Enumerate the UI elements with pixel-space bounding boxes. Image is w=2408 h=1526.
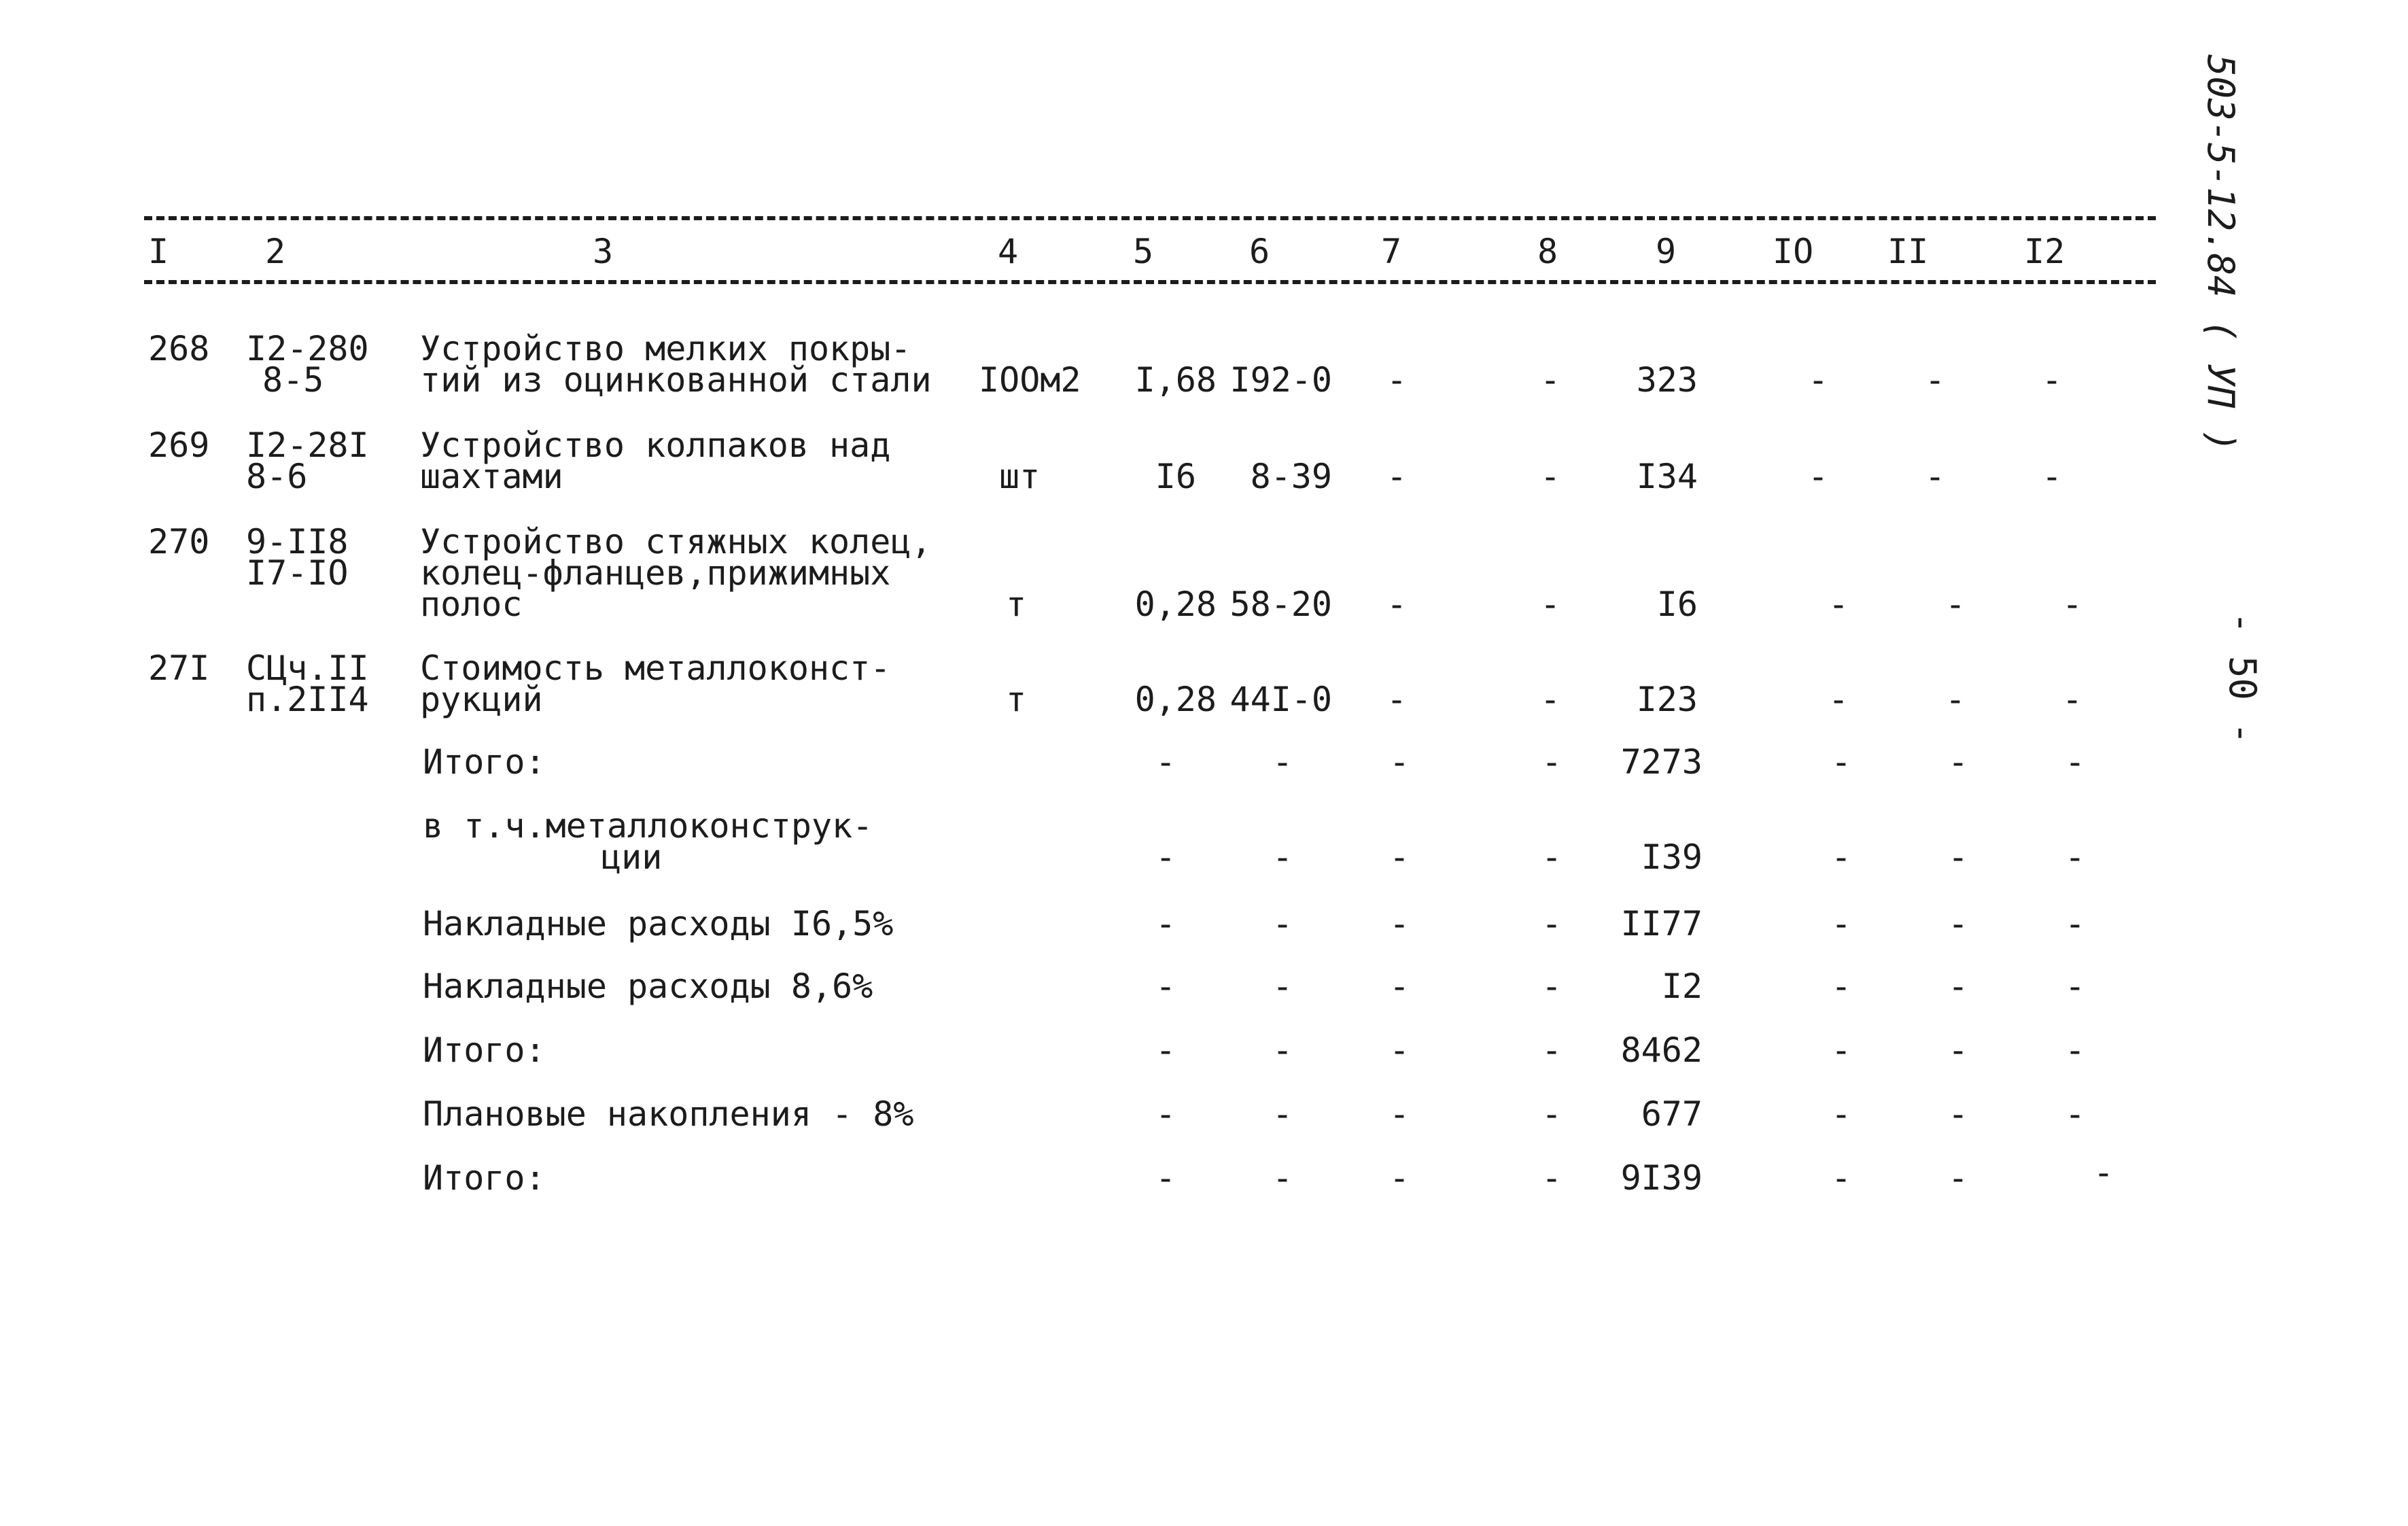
col-9-value: I2 (1661, 967, 1703, 1006)
col-9-value: 677 (1641, 1094, 1703, 1134)
work-description-line2: тий из оцинкованной стали (420, 360, 932, 400)
col-11-value: - (1948, 837, 1969, 877)
quantity: 0,28 (1134, 680, 1217, 719)
work-description: Устройство мелких покры- (420, 329, 911, 368)
col-10-value: - (1828, 585, 1849, 624)
col-6-value: - (1272, 1094, 1293, 1134)
col-8-value: - (1540, 457, 1561, 496)
col-10-value: - (1831, 742, 1852, 782)
col-12-value: - (2062, 585, 2083, 624)
col-header-11: II (1887, 232, 1929, 271)
unit-price: 44I-0 (1229, 680, 1332, 719)
col-7-value: - (1389, 1094, 1410, 1134)
norm-code-sub: 8-5 (262, 360, 324, 400)
work-description-line2: рукций (420, 680, 543, 719)
col-6-value: - (1272, 1030, 1293, 1070)
col-6-value: - (1272, 837, 1293, 877)
col-10-value: - (1831, 1158, 1852, 1198)
col-9-value: I23 (1636, 680, 1698, 719)
summary-label: Плановые накопления - 8% (423, 1094, 914, 1134)
row-number: 268 (148, 329, 210, 368)
col-11-value: - (1948, 1094, 1969, 1134)
col-7-value: - (1389, 1158, 1410, 1198)
norm-code: I2-28I (246, 426, 369, 465)
col-8-value: - (1541, 904, 1563, 943)
header-top-rule (144, 216, 2156, 220)
col-8-value: - (1540, 680, 1561, 719)
work-description: Устройство колпаков над (420, 426, 891, 465)
document-code: 503-5-12.84 ( УП ) (2199, 54, 2242, 453)
col-5-value: - (1155, 742, 1176, 782)
row-number: 269 (148, 426, 210, 465)
summary-label: Накладные расходы I6,5% (423, 904, 894, 943)
col-7-value: - (1389, 1030, 1410, 1070)
row-number: 27I (148, 648, 210, 688)
unit: т (1006, 680, 1027, 719)
col-11-value: - (1945, 585, 1966, 624)
col-12-value: - (2065, 742, 2086, 782)
summary-label: в т.ч.металлоконструк- (423, 806, 873, 846)
col-header-4: 4 (998, 232, 1019, 271)
col-11-value: - (1945, 680, 1966, 719)
unit-price: 58-20 (1229, 585, 1332, 624)
col-header-1: I (148, 232, 169, 271)
norm-code: СЦч.II (246, 648, 369, 688)
col-12-value: - (2093, 1153, 2114, 1192)
col-11-value: - (1948, 742, 1969, 782)
col-7-value: - (1389, 904, 1410, 943)
col-11-value: - (1948, 1030, 1969, 1070)
col-12-value: - (2065, 904, 2086, 943)
col-10-value: - (1808, 457, 1829, 496)
col-7-value: - (1386, 360, 1408, 400)
col-8-value: - (1541, 1094, 1563, 1134)
norm-code: 9-II8 (246, 522, 349, 561)
col-5-value: - (1155, 1030, 1176, 1070)
col-7-value: - (1386, 680, 1408, 719)
work-description-line2: колец-фланцев,прижимных (420, 553, 891, 593)
col-12-value: - (2065, 1030, 2086, 1070)
header-bottom-rule (144, 280, 2156, 284)
col-9-value: I39 (1641, 837, 1703, 877)
col-header-5: 5 (1133, 232, 1154, 271)
col-6-value: - (1272, 1158, 1293, 1198)
col-8-value: - (1541, 1030, 1563, 1070)
norm-code-sub: I7-IO (246, 553, 349, 593)
norm-code-sub: 8-6 (246, 457, 308, 496)
row-number: 270 (148, 522, 210, 561)
col-9-value: 323 (1636, 360, 1698, 400)
col-header-3: 3 (593, 232, 614, 271)
col-header-6: 6 (1249, 232, 1270, 271)
col-11-value: - (1948, 1158, 1969, 1198)
col-10-value: - (1831, 837, 1852, 877)
col-9-value: I34 (1636, 457, 1698, 496)
col-7-value: - (1386, 457, 1408, 496)
col-10-value: - (1808, 360, 1829, 400)
work-description-line2: шахтами (420, 457, 563, 496)
col-6-value: - (1272, 742, 1293, 782)
summary-label: Итого: (423, 1158, 546, 1198)
col-11-value: - (1925, 360, 1946, 400)
col-12-value: - (2062, 680, 2083, 719)
work-description: Устройство стяжных колец, (420, 522, 932, 561)
col-10-value: - (1831, 1094, 1852, 1134)
col-10-value: - (1831, 967, 1852, 1006)
col-header-7: 7 (1381, 232, 1402, 271)
unit-price: I92-0 (1229, 360, 1332, 400)
col-10-value: - (1831, 1030, 1852, 1070)
unit: т (1006, 585, 1027, 624)
summary-label: Итого: (423, 1030, 546, 1070)
work-description-line3: полос (420, 585, 523, 624)
col-7-value: - (1389, 742, 1410, 782)
col-9-value: 7273 (1620, 742, 1703, 782)
col-8-value: - (1540, 360, 1561, 400)
col-7-value: - (1389, 837, 1410, 877)
col-12-value: - (2042, 360, 2063, 400)
quantity: I6 (1155, 457, 1196, 496)
col-8-value: - (1541, 1158, 1563, 1198)
col-7-value: - (1386, 585, 1408, 624)
col-header-9: 9 (1656, 232, 1677, 271)
col-9-value: II77 (1620, 904, 1703, 943)
col-11-value: - (1948, 904, 1969, 943)
col-9-value: I6 (1656, 585, 1698, 624)
col-header-2: 2 (265, 232, 286, 271)
col-11-value: - (1948, 967, 1969, 1006)
col-8-value: - (1541, 837, 1563, 877)
col-12-value: - (2065, 1094, 2086, 1134)
unit-price: 8-39 (1250, 457, 1332, 496)
col-12-value: - (2065, 837, 2086, 877)
col-11-value: - (1925, 457, 1946, 496)
summary-label-line2: ции (601, 837, 663, 877)
col-9-value: 8462 (1620, 1030, 1703, 1070)
col-8-value: - (1541, 742, 1563, 782)
unit: шт (999, 457, 1041, 496)
col-5-value: - (1155, 1158, 1176, 1198)
col-5-value: - (1155, 904, 1176, 943)
summary-label: Накладные расходы 8,6% (423, 967, 873, 1006)
col-6-value: - (1272, 967, 1293, 1006)
col-5-value: - (1155, 837, 1176, 877)
quantity: I,68 (1134, 360, 1217, 400)
col-12-value: - (2065, 967, 2086, 1006)
col-header-10: IO (1773, 232, 1814, 271)
norm-code: I2-280 (246, 329, 369, 368)
col-10-value: - (1831, 904, 1852, 943)
col-9-value: 9I39 (1620, 1158, 1703, 1198)
col-12-value: - (2042, 457, 2063, 496)
col-6-value: - (1272, 904, 1293, 943)
col-10-value: - (1828, 680, 1849, 719)
col-header-8: 8 (1537, 232, 1558, 271)
norm-code-sub: п.2II4 (246, 680, 369, 719)
unit: IOOм2 (979, 360, 1081, 400)
work-description: Стоимость металлоконст- (420, 648, 891, 688)
page-number: - 50 - (2221, 612, 2264, 745)
summary-label: Итого: (423, 742, 546, 782)
col-8-value: - (1541, 967, 1563, 1006)
col-5-value: - (1155, 967, 1176, 1006)
col-header-12: I2 (2024, 232, 2065, 271)
col-5-value: - (1155, 1094, 1176, 1134)
col-8-value: - (1540, 585, 1561, 624)
col-7-value: - (1389, 967, 1410, 1006)
quantity: 0,28 (1134, 585, 1217, 624)
